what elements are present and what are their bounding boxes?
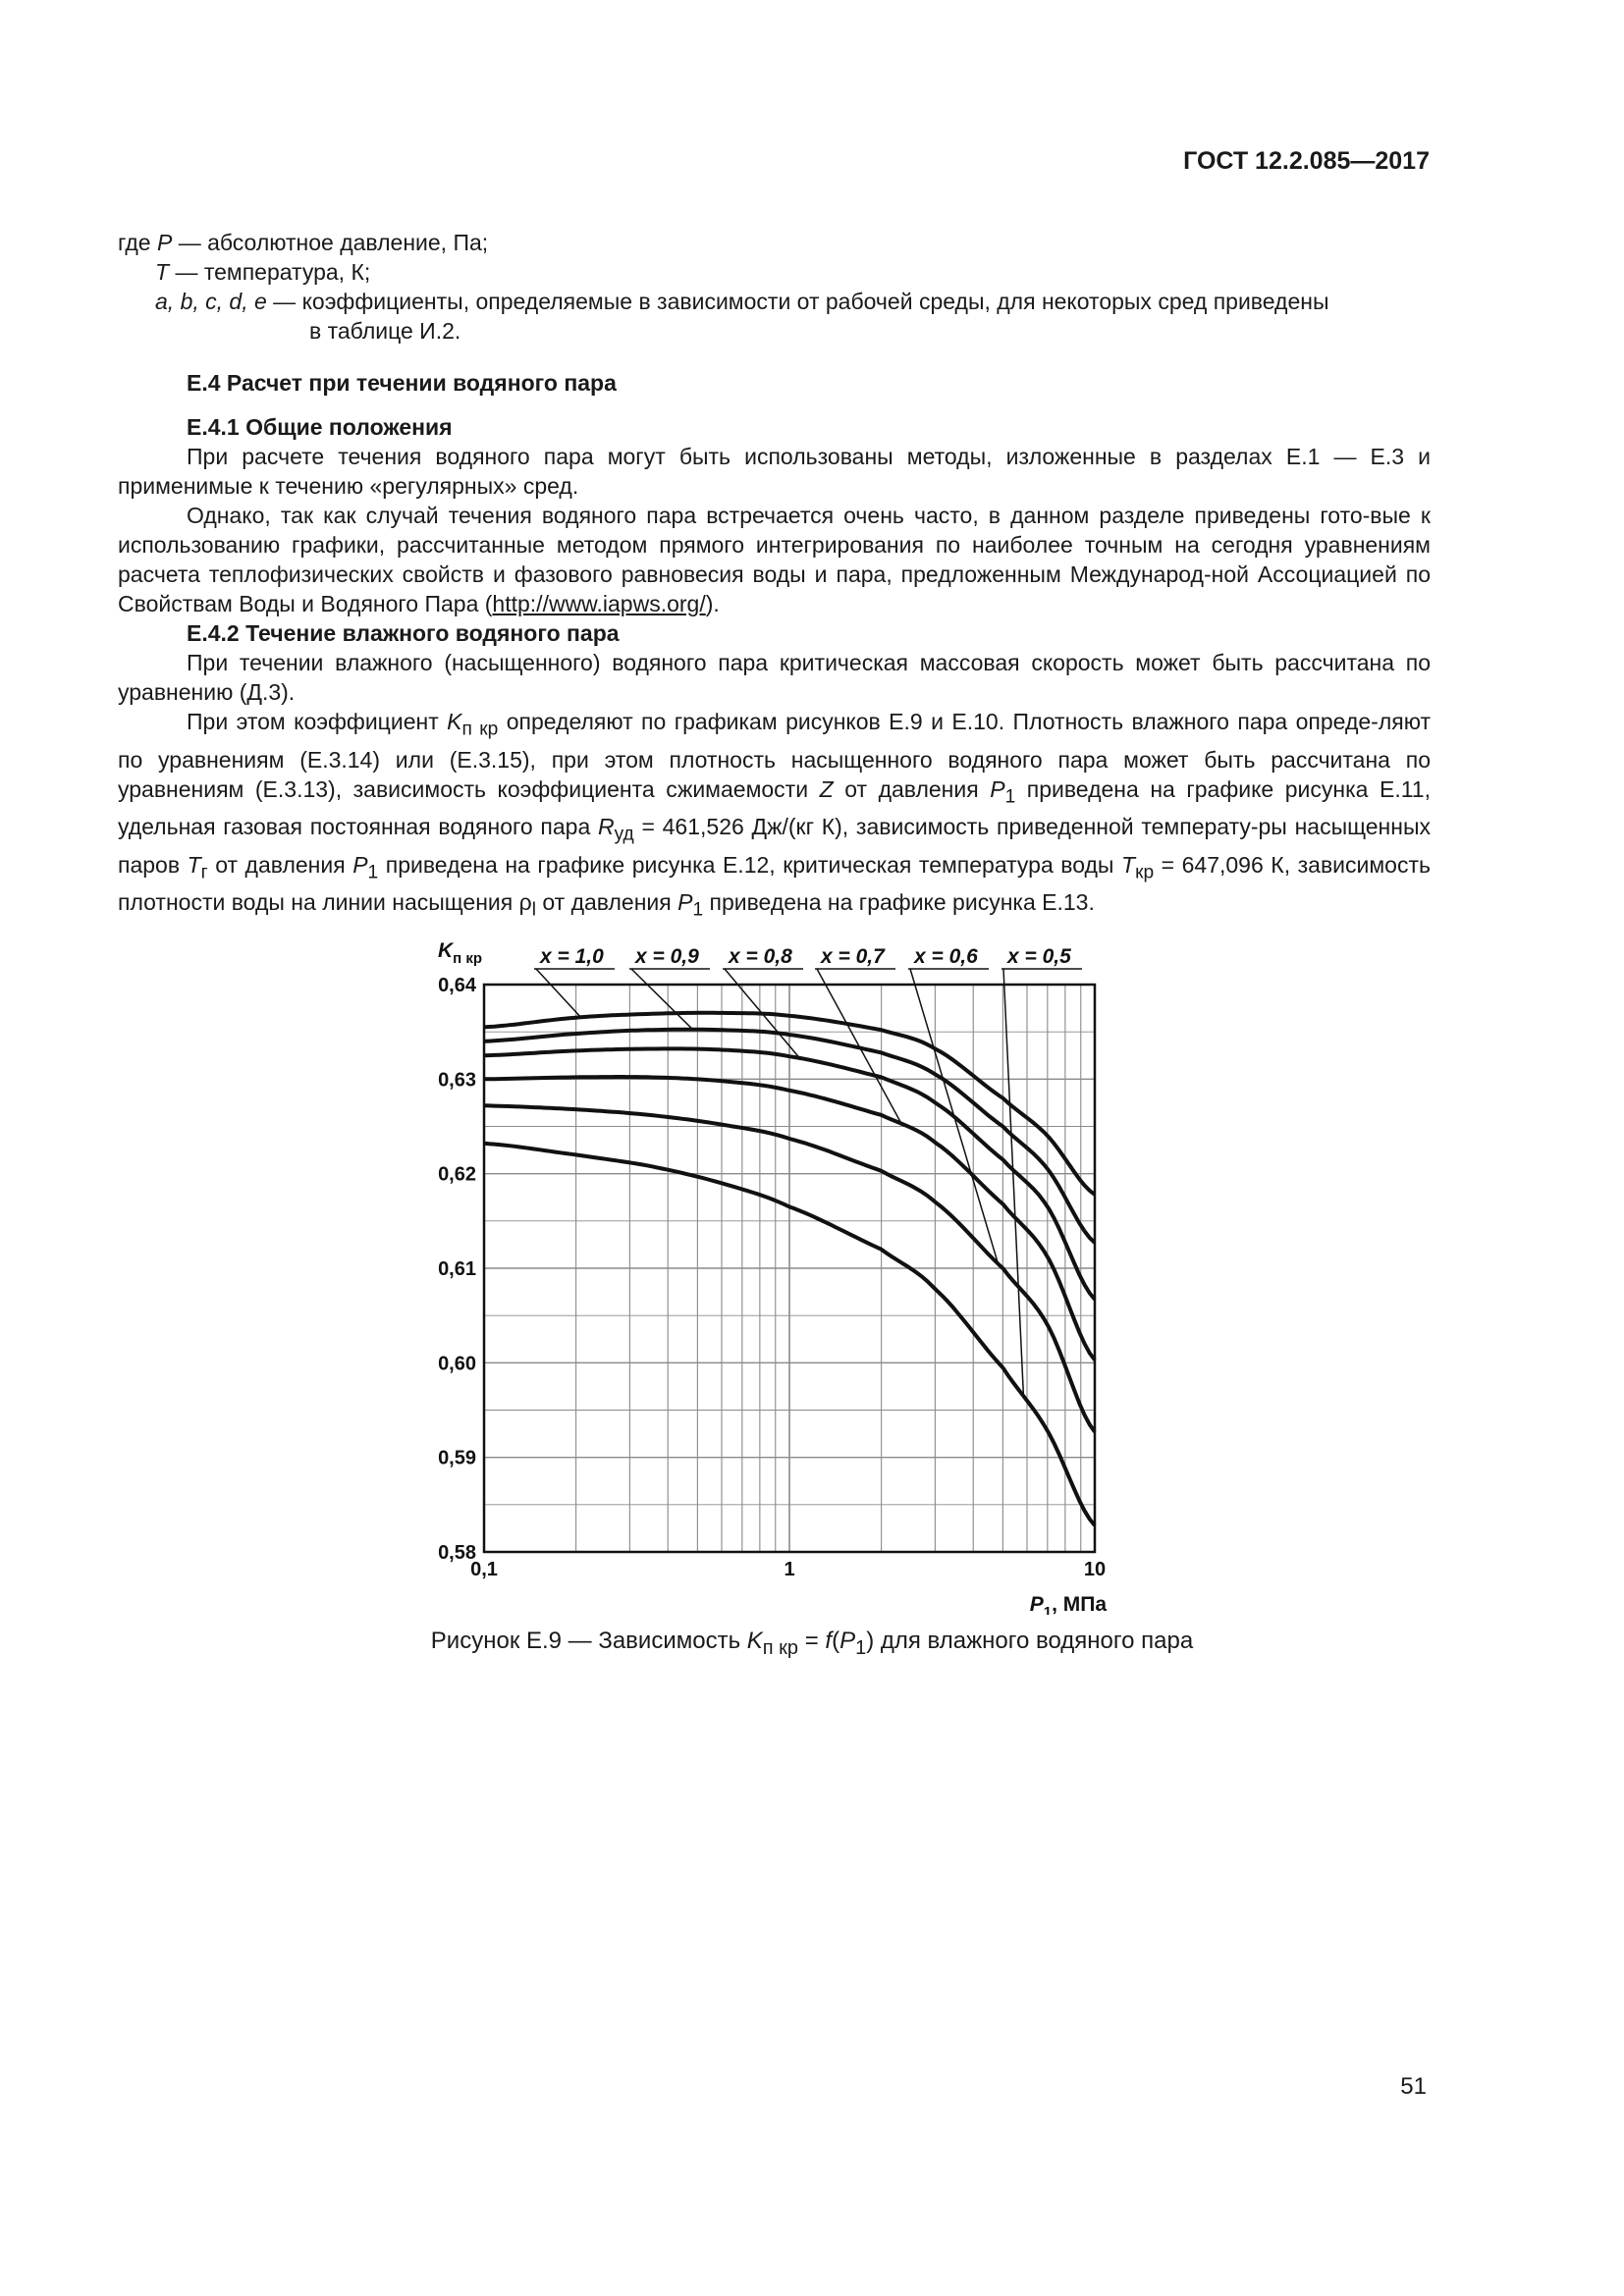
leader-line: [536, 969, 580, 1017]
y-tick-label: 0,64: [438, 975, 476, 996]
y-axis-title: $K_{п кр}$: [438, 939, 483, 967]
series-label: x = 0,9: [635, 945, 699, 968]
legend-item-p: где P — абсолютное давление, Па;: [118, 230, 489, 255]
legend-item-t: T — температура, К;: [155, 259, 371, 285]
figure-e9: [393, 928, 1178, 1615]
figure-caption: Рисунок Е.9 — Зависимость $K_{п кр} = f(P_1)$ для влажного водяного пара: [430, 1628, 1194, 1659]
section-title-e4: Е.4 Расчет при течении водяного пара: [187, 370, 617, 396]
y-tick-label: 0,59: [438, 1447, 476, 1469]
legend-item-coefficients-cont: в таблице И.2.: [309, 318, 461, 344]
y-tick-label: 0,60: [438, 1353, 476, 1375]
y-tick-label: 0,58: [438, 1542, 476, 1564]
section-title-e42: Е.4.2 Течение влажного водяного пара: [187, 620, 620, 646]
y-tick-label: 0,61: [438, 1258, 476, 1280]
series-label: x = 0,8: [729, 945, 792, 968]
series-label: x = 1,0: [540, 945, 604, 968]
iapws-link[interactable]: http://www.iapws.org/: [492, 591, 706, 616]
leader-line: [1003, 969, 1023, 1396]
series-label: x = 0,6: [914, 945, 978, 968]
series-label: x = 0,7: [821, 945, 885, 968]
paragraph-e41-1: При расчете течения водяного пара могут быть использованы методы, изложенные в разделах Е.1 — Е.3 и применимые к течению «регулярных» сред.: [118, 444, 1431, 499]
series-label: x = 0,5: [1007, 945, 1071, 968]
leader-line: [631, 969, 693, 1030]
x-tick-label: 1: [784, 1559, 795, 1580]
paragraph-e41-2: Однако, так как случай течения водяного пара встречается очень часто, в данном разделе приведены гото-вые к использованию графики, рассчитанные методом прямого интегрирования по наиболее точным на сегодня уравнениям расчета теплофизических свойств и фазового равновесия воды и пара, предложенным Международ-ной Ассоциацией по Свойствам Воды и Водяного Пара (http://www.iapws.org/).: [118, 503, 1431, 616]
chart-labels: [539, 945, 1071, 968]
x-tick-label: 0,1: [470, 1559, 498, 1580]
legend-item-coefficients: a, b, c, d, e — коэффициенты, определяемые в зависимости от рабочей среды, для некоторых сред приведены: [155, 289, 1329, 314]
section-title-e41: Е.4.1 Общие положения: [187, 414, 453, 440]
paragraph-e42-2: При этом коэффициент $K_{п кр}$ определяют по графикам рисунков Е.9 и Е.10. Плотность влажного пара опреде-ляют по уравнениям (Е.3.14) или (Е.3.15), при этом плотность насыщенного водяного пара может быть рассчитана по уравнениям (Е.3.13), зависимость коэффициента сжимаемости Z от давления $P_1$ приведена на графике рисунка Е.11, удельная газовая постоянная водяного пара $R_{уд} = 461,526$ Дж/(кг К), зависимость приведенной температу-ры насыщенных паров $T_г$ от давления $P_1$ приведена на графике рисунка Е.12, критическая температура воды $T_{кр} = 647,096$ К, зависимость плотности воды на линии насыщения $\rho_l$ от давления $P_1$ приведена на графике рисунка Е.13.: [118, 709, 1431, 921]
page-number: 51: [1400, 2073, 1427, 2100]
y-tick-label: 0,63: [438, 1069, 476, 1092]
x-tick-label: 10: [1083, 1559, 1107, 1580]
document-header: ГОСТ 12.2.085—2017: [1183, 147, 1430, 175]
chart-k-vs-p: [393, 928, 1178, 1615]
y-tick-label: 0,62: [438, 1163, 476, 1186]
x-axis-title: $P_1$, МПа: [1029, 1593, 1107, 1615]
paragraph-e42-1: При течении влажного (насыщенного) водяного пара критическая массовая скорость может быть рассчитана по уравнению (Д.3).: [118, 650, 1431, 705]
